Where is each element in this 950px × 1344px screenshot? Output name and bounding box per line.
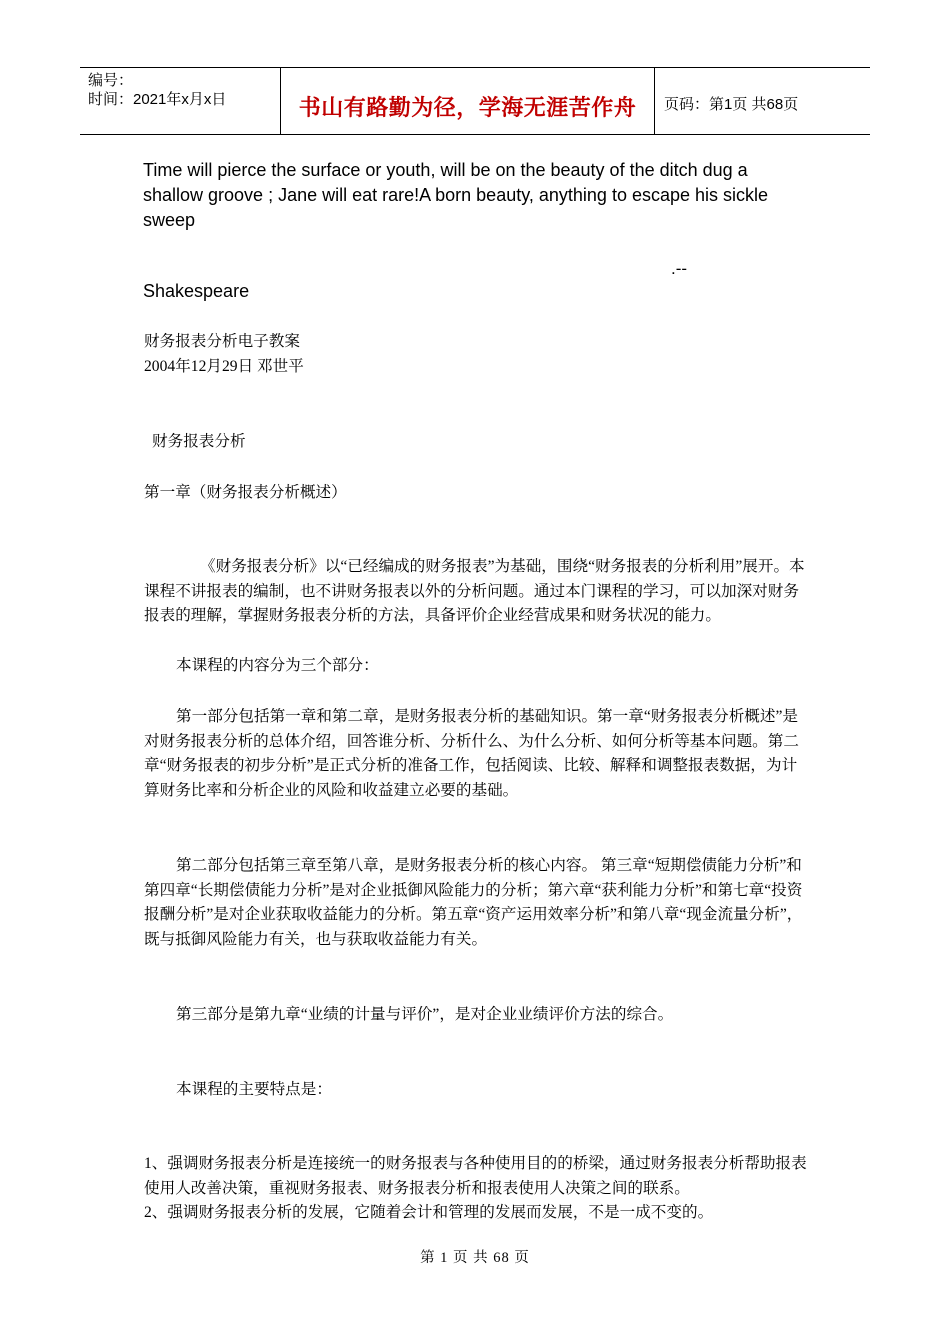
part3-paragraph: 第三部分是第九章“业绩的计量与评价”，是对企业业绩评价方法的综合。 bbox=[176, 1006, 674, 1023]
doc-date-author: 2004年12月29日 邓世平 bbox=[144, 358, 304, 375]
quote-text: Time will pierce the surface or youth, will be on the beauty of the ditch dug a shallow groove ; Jane will eat rare!A born beauty, anything to escape his sickle sweep bbox=[143, 160, 769, 230]
features-intro: 本课程的主要特点是： bbox=[176, 1081, 332, 1098]
course-title: 财务报表分析 bbox=[152, 433, 246, 450]
feature1-paragraph: 1、强调财务报表分析是连接统一的财务报表与各种使用目的的桥梁，通过财务报表分析帮助报表使用人改善决策，重视财务报表、财务报表分析和报表使用人决策之间的联系。 bbox=[144, 1155, 807, 1197]
chapter-heading: 第一章（财务报表分析概述） bbox=[144, 484, 347, 501]
quote-author: Shakespeare bbox=[143, 281, 250, 301]
parts-intro: 本课程的内容分为三个部分： bbox=[176, 657, 379, 674]
header-info-cell bbox=[80, 68, 281, 134]
page-header bbox=[80, 67, 870, 135]
doc-title-line: 财务报表分析电子教案 bbox=[144, 333, 300, 350]
quote-dashes: .-- bbox=[671, 259, 688, 278]
number-label: 编号： bbox=[88, 72, 134, 89]
intro-paragraph: 《财务报表分析》以“已经编成的财务报表”为基础，围绕“财务报表的分析利用”展开。本课程不讲报表的编制，也不讲财务报表以外的分析问题。通过本门课程的学习，可以加深对财务报表的理解，掌握财务报表分析的方法，具备评价企业经营成果和财务状况的能力。 bbox=[144, 558, 805, 624]
part2-paragraph: 第二部分包括第三章至第八章，是财务报表分析的核心内容。 第三章“短期偿债能力分析”和第四章“长期偿债能力分析”是对企业抵御风险能力的分析；第六章“获利能力分析”和第七章“投资报酬分析”是对企业获取收益能力的分析。第五章“资产运用效率分析”和第八章“现金流量分析”，既与抵御风险能力有关，也与获取收益能力有关。 bbox=[144, 857, 803, 948]
header-motto: 书山有路勤为径，学海无涯苦作舟 bbox=[281, 68, 655, 134]
header-page-info: 页码：第1页 共68页 bbox=[664, 96, 799, 113]
date-label: 时间：2021年x月x日 bbox=[88, 91, 227, 108]
part1-paragraph: 第一部分包括第一章和第二章，是财务报表分析的基础知识。第一章“财务报表分析概述”是对财务报表分析的总体介绍，回答谁分析、分析什么、为什么分析、如何分析等基本问题。第二章“财务报表的初步分析”是正式分析的准备工作，包括阅读、比较、解释和调整报表数据，为计算财务比率和分析企业的风险和收益建立必要的基础。 bbox=[144, 708, 799, 799]
feature2-paragraph: 2、强调财务报表分析的发展，它随着会计和管理的发展而发展，不是一成不变的。 bbox=[144, 1204, 714, 1221]
page-footer: 第 1 页 共 68 页 bbox=[420, 1250, 530, 1266]
